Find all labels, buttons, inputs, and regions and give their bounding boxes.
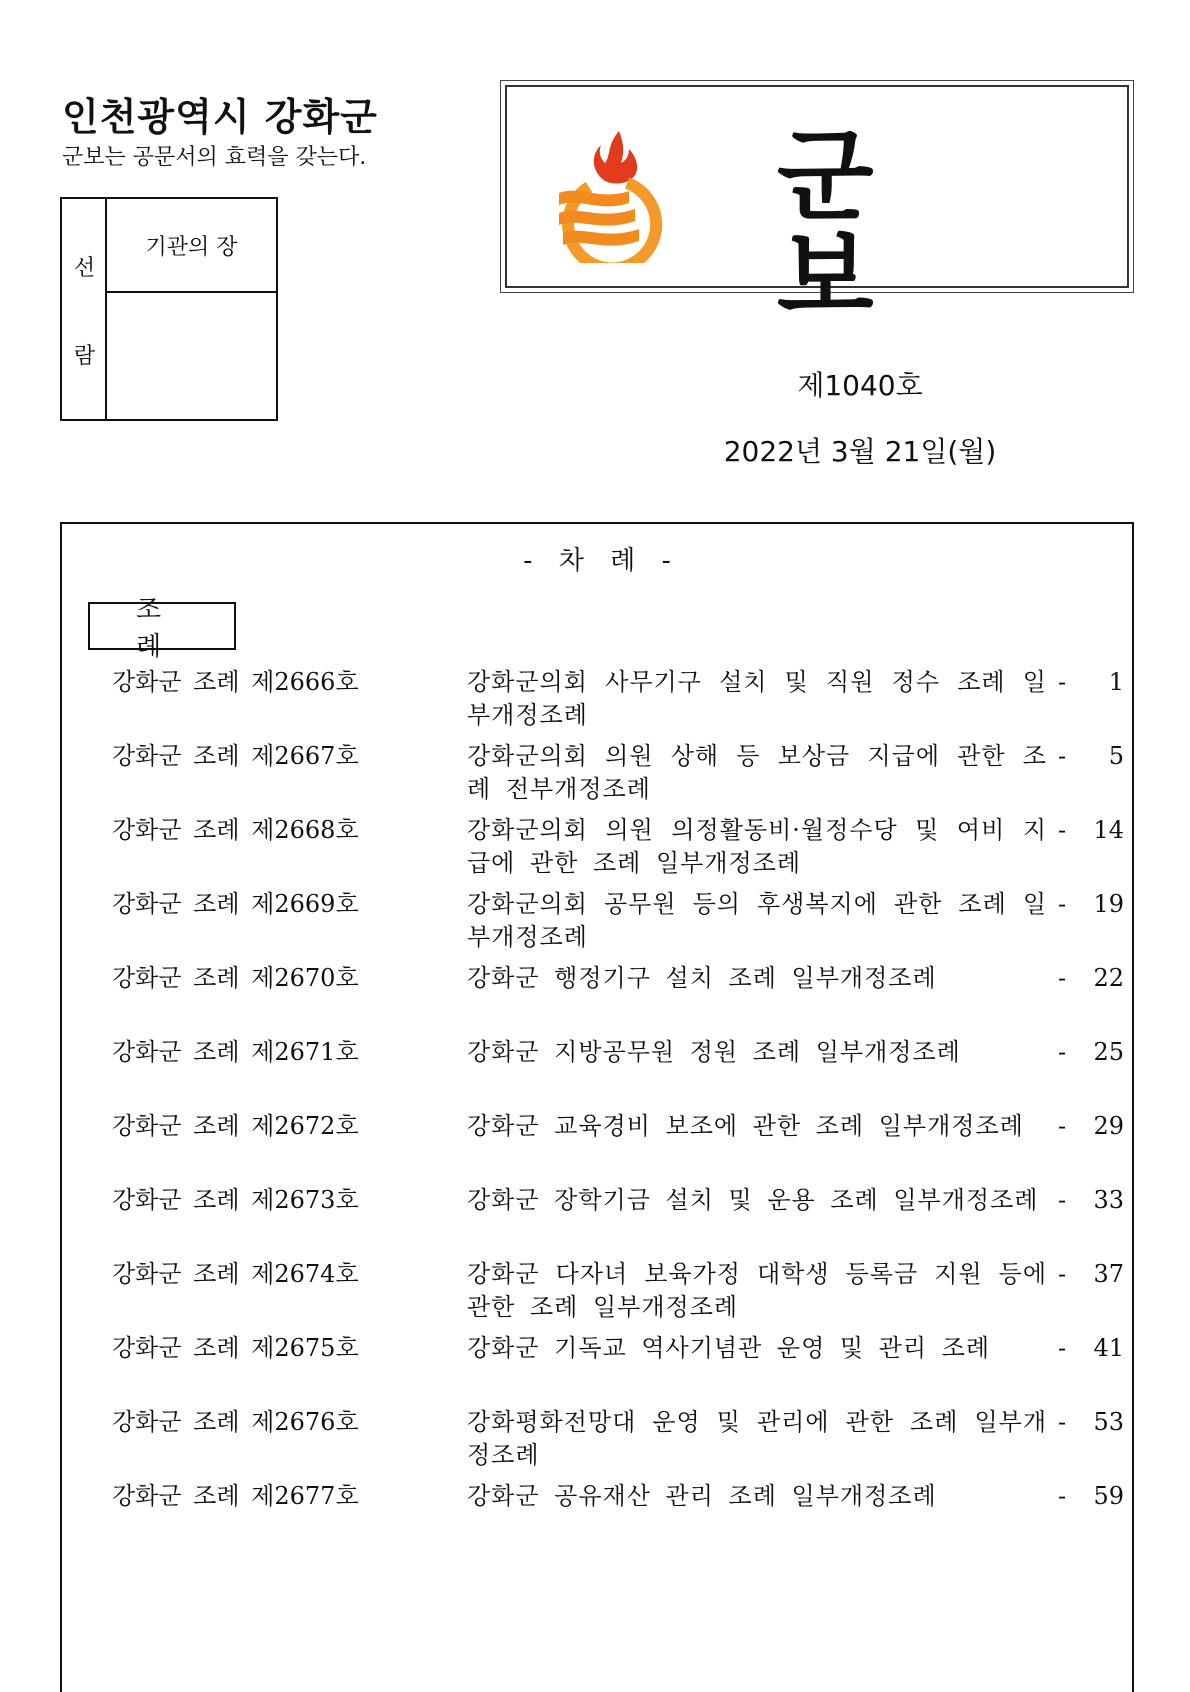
toc-entry-dash: - [1057,1482,1067,1510]
toc-entry-number: 강화군 조례 제2675호 [112,1334,359,1362]
toc-entry-number: 강화군 조례 제2666호 [112,668,359,696]
toc-entry-dash: - [1057,742,1067,770]
toc-entry-page: 53 [1093,1408,1124,1436]
toc-entry-page: 22 [1093,964,1124,992]
toc-entry-number: 강화군 조례 제2674호 [112,1260,359,1288]
toc-entry-dash: - [1057,1408,1067,1436]
toc-entry-title: 강화군의회 의원 의정활동비·월정수당 및 여비 지급에 관한 조례 일부개정조례 [467,816,1047,877]
toc-entry-number: 강화군 조례 제2676호 [112,1408,359,1436]
toc-entry-title: 강화군 기독교 역사기념관 운영 및 관리 조례 [467,1334,991,1362]
toc-entry-title: 강화군의회 사무기구 설치 및 직원 정수 조례 일부개정조례 [467,668,1047,729]
toc-entry-number: 강화군 조례 제2667호 [112,742,359,770]
toc-entry-dash: - [1057,890,1067,918]
approval-box [60,197,278,421]
toc-entry-dash: - [1057,1334,1067,1362]
toc-entry-title: 강화평화전망대 운영 및 관리에 관한 조례 일부개정조례 [467,1408,1047,1469]
toc-entry-page: 25 [1093,1038,1124,1066]
toc-entry-title: 강화군 지방공무원 정원 조례 일부개정조례 [467,1038,961,1066]
bulletin-banner [500,80,1134,335]
toc-entry-page: 37 [1093,1260,1124,1288]
approval-sign-cell [107,293,276,419]
toc-entry-title: 강화군 행정기구 설치 조례 일부개정조례 [467,964,937,992]
org-name: 인천광역시 강화군 [62,95,378,139]
toc-entry-title: 강화군 다자녀 보육가정 대학생 등록금 지원 등에 관한 조례 일부개정조례 [467,1260,1047,1321]
toc-entry-title: 강화군 공유재산 관리 조례 일부개정조례 [467,1482,937,1510]
gangwha-flame-logo-icon [549,123,689,263]
approval-side-label [62,199,107,419]
toc-entry-number: 강화군 조례 제2677호 [112,1482,359,1510]
toc-entry-page: 59 [1093,1482,1124,1510]
toc-entry-number: 강화군 조례 제2672호 [112,1112,359,1140]
toc-title: - 차 례 - [523,546,671,576]
banner-title: 군보 [777,118,969,335]
toc-entry-page: 1 [1108,668,1124,696]
toc-entry-title: 강화군의회 공무원 등의 후생복지에 관한 조례 일부개정조례 [467,890,1047,951]
toc-entry-dash: - [1057,668,1067,696]
toc-entry-number: 강화군 조례 제2671호 [112,1038,359,1066]
toc-entry-page: 41 [1093,1334,1124,1362]
table-of-contents [60,522,1134,1692]
toc-entry-title: 강화군의회 의원 상해 등 보상금 지급에 관한 조례 전부개정조례 [467,742,1047,803]
issue-date: 2022년 3월 21일(월) [723,435,997,468]
toc-entry-dash: - [1057,964,1067,992]
toc-section-label: 조례 [88,602,236,650]
toc-entry-page: 14 [1093,816,1124,844]
approval-head-label: 기관의 장 [107,199,276,293]
approval-side-label-1: 선 [73,256,96,281]
toc-entry-page: 33 [1093,1186,1124,1214]
toc-entry-dash: - [1057,1112,1067,1140]
toc-entry-page: 19 [1093,890,1124,918]
toc-entry-number: 강화군 조례 제2673호 [112,1186,359,1214]
toc-entry-page: 5 [1108,742,1124,770]
toc-entry-dash: - [1057,816,1067,844]
toc-entry-number: 강화군 조례 제2670호 [112,964,359,992]
approval-side-label-2: 람 [73,344,96,369]
toc-entry-title: 강화군 장학기금 설치 및 운용 조례 일부개정조례 [467,1186,1039,1214]
toc-entry-dash: - [1057,1186,1067,1214]
toc-entry-dash: - [1057,1260,1067,1288]
toc-entry-number: 강화군 조례 제2668호 [112,816,359,844]
toc-entry-dash: - [1057,1038,1067,1066]
toc-entry-number: 강화군 조례 제2669호 [112,890,359,918]
toc-entry-title: 강화군 교육경비 보조에 관한 조례 일부개정조례 [467,1112,1024,1140]
issue-number: 제1040호 [797,369,923,402]
subtitle: 군보는 공문서의 효력을 갖는다. [62,145,367,170]
toc-entry-page: 29 [1093,1112,1124,1140]
